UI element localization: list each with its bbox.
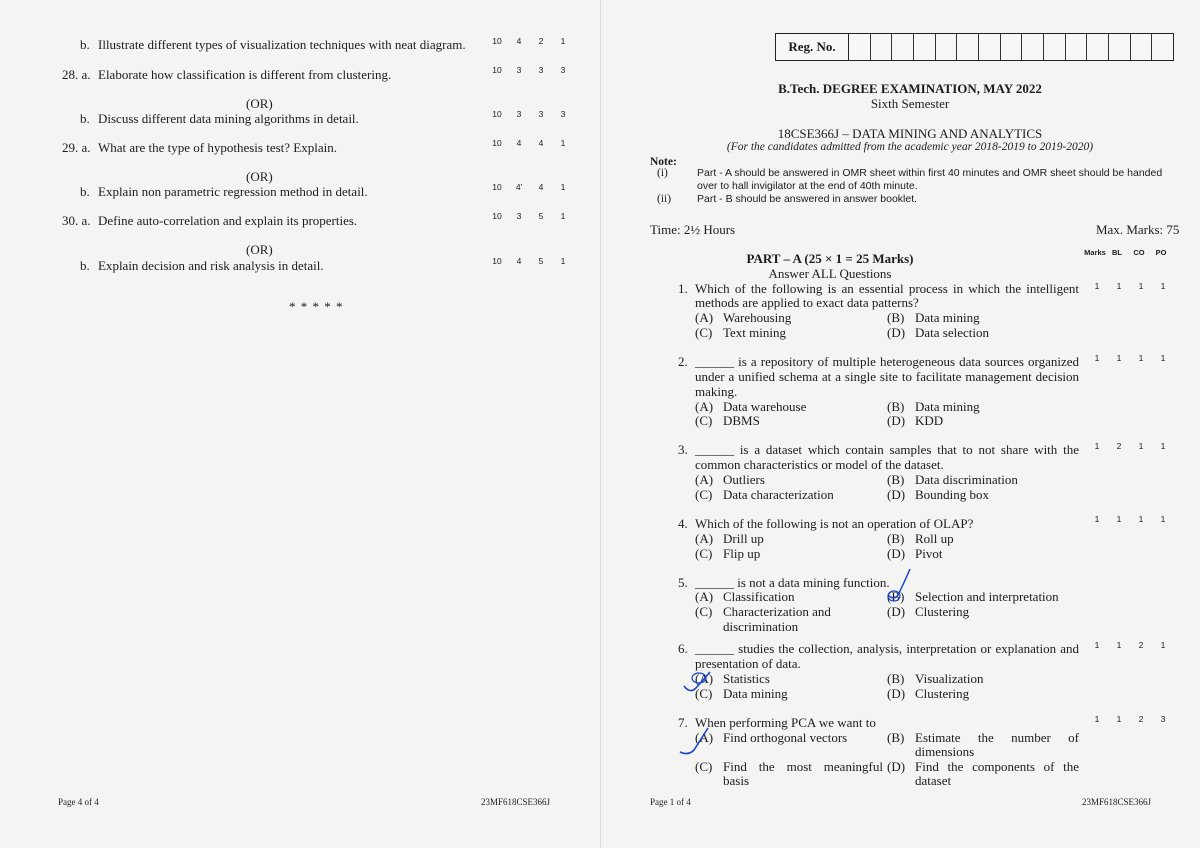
option-letter: (B) <box>887 671 905 686</box>
question-number: 2. <box>678 354 688 369</box>
option-letter: (A) <box>695 589 714 604</box>
option-text: Bounding box <box>915 487 990 502</box>
option-letter: (B) <box>887 310 905 325</box>
question-marks: 1 1 2 3 <box>1094 714 1166 724</box>
question-text: making. <box>695 384 738 399</box>
exam-time: Time: 2½ Hours <box>650 222 736 237</box>
option-letter: (D) <box>887 325 906 340</box>
option-text: Classification <box>723 589 795 604</box>
option-text: Warehousing <box>723 310 792 325</box>
question-text: ______ is a dataset which contain samples that to not share with the <box>695 442 1079 457</box>
question-label: b. <box>80 37 90 52</box>
paper-code: 23MF618CSE366J <box>1082 797 1152 807</box>
handwritten-tick-icon <box>880 565 920 605</box>
note-i-cont: over to hall invigilator at the end of 40th minute. <box>697 180 918 192</box>
note-label: Note: <box>650 156 677 168</box>
option-letter: (A) <box>695 671 714 686</box>
option-text: Data mining <box>915 310 980 325</box>
option-letter: (A) <box>695 730 714 745</box>
option-letter: (B) <box>887 472 905 487</box>
course-title: 18CSE366J – DATA MINING AND ANALYTICS <box>777 126 1043 141</box>
paper-code: 23MF618CSE366J <box>481 797 551 807</box>
page-divider <box>600 0 601 848</box>
question-marks: 1 1 1 1 <box>1094 353 1166 363</box>
part-subtitle: Answer ALL Questions <box>768 266 892 281</box>
part-title: PART – A (25 × 1 = 25 Marks) <box>746 251 914 266</box>
question-text: Which of the following is an essential process in which the intelligent <box>695 281 1079 296</box>
option-text: DBMS <box>723 413 760 428</box>
question-text: under a unified schema at a single site to facilitate management decision <box>695 369 1079 384</box>
question-text: What are the type of hypothesis test? Explain. <box>98 140 337 155</box>
or-label: (OR) <box>246 96 273 111</box>
or-label: (OR) <box>246 242 273 257</box>
question-text: When performing PCA we want to <box>695 715 876 730</box>
question-text: Which of the following is not an operation of OLAP? <box>695 516 974 531</box>
exam-title: B.Tech. DEGREE EXAMINATION, MAY 2022 <box>778 81 1042 96</box>
handwritten-tick-icon <box>680 664 720 704</box>
option-letter: (D) <box>887 604 906 619</box>
option-text: Pivot <box>915 546 943 561</box>
option-text: Data discrimination <box>915 472 1018 487</box>
question-text: ______ studies the collection, analysis, interpretation or explanation and <box>695 641 1079 656</box>
option-text: Data characterization <box>723 487 834 502</box>
question-text: Elaborate how classification is different from clustering. <box>98 67 392 82</box>
question-marks: 10 4 4 1 <box>492 138 566 148</box>
note-ii-text: Part - B should be answered in answer booklet. <box>697 193 918 205</box>
option-letter: (B) <box>887 399 905 414</box>
option-letter: (A) <box>695 310 714 325</box>
option-letter: (B) <box>887 531 905 546</box>
reg-number-box <box>775 33 1174 61</box>
option-letter: (C) <box>695 604 713 619</box>
option-letter: (D) <box>887 546 906 561</box>
option-letter: (C) <box>695 413 713 428</box>
option-letter: (D) <box>887 487 906 502</box>
candidates-note: (For the candidates admitted from the academic year 2018-2019 to 2019-2020) <box>726 141 1094 153</box>
page-number: Page 4 of 4 <box>58 797 99 807</box>
option-text: discrimination <box>723 619 799 634</box>
option-text: Estimate the number of <box>915 730 1079 745</box>
handwritten-tick-icon <box>678 722 718 762</box>
option-text: Flip up <box>723 546 761 561</box>
question-text: Explain decision and risk analysis in detail. <box>98 258 324 273</box>
option-letter: (D) <box>887 759 906 774</box>
question-text: Define auto-correlation and explain its properties. <box>98 213 358 228</box>
option-letter: (C) <box>695 546 713 561</box>
question-text: methods are applied to exact data patterns? <box>695 295 919 310</box>
question-number: 4. <box>678 516 688 531</box>
column-headers: Marks BL CO PO <box>1084 248 1167 257</box>
option-letter: (C) <box>695 686 713 701</box>
question-marks: 1 1 1 1 <box>1094 514 1166 524</box>
question-text: Explain non parametric regression method in detail. <box>98 184 368 199</box>
option-text: Data warehouse <box>723 399 807 414</box>
option-text: Clustering <box>915 604 970 619</box>
question-marks: 1 2 1 1 <box>1094 441 1166 451</box>
option-text: Find orthogonal vectors <box>723 730 848 745</box>
option-text: Roll up <box>915 531 954 546</box>
semester: Sixth Semester <box>870 96 950 111</box>
question-marks: 10 4 2 1 <box>492 36 566 46</box>
option-text: Text mining <box>723 325 787 340</box>
question-marks: 1 1 1 1 <box>1094 281 1166 291</box>
question-marks: 10 4 5 1 <box>492 256 566 266</box>
option-text: Find the most meaningful <box>723 759 883 774</box>
option-text: Selection and interpretation <box>915 589 1059 604</box>
question-label: b. <box>80 111 90 126</box>
option-text: Find the components of the <box>915 759 1079 774</box>
note-i-number: (i) <box>657 167 668 179</box>
option-letter: (B) <box>887 589 905 604</box>
question-text: ______ is not a data mining function. <box>695 575 890 590</box>
option-letter: (C) <box>695 487 713 502</box>
or-label: (OR) <box>246 169 273 184</box>
option-text: Drill up <box>723 531 764 546</box>
end-stars: * * * * * <box>289 299 344 314</box>
question-label: 30. a. <box>62 213 91 228</box>
question-number: 5. <box>678 575 688 590</box>
page-number: Page 1 of 4 <box>650 797 691 807</box>
option-letter: (C) <box>695 759 713 774</box>
question-number: 1. <box>678 281 688 296</box>
question-marks: 10 3 3 3 <box>492 109 566 119</box>
question-label: b. <box>80 184 90 199</box>
note-ii-number: (ii) <box>657 193 672 205</box>
question-label: 28. a. <box>62 67 91 82</box>
reg-number-label: Reg. No. <box>776 34 849 60</box>
option-letter: (A) <box>695 531 714 546</box>
question-marks: 1 1 2 1 <box>1094 640 1166 650</box>
option-text: dataset <box>915 773 952 788</box>
option-text: Data mining <box>915 399 980 414</box>
question-text: Discuss different data mining algorithms in detail. <box>98 111 359 126</box>
question-number: 7. <box>678 715 688 730</box>
option-text: Visualization <box>915 671 984 686</box>
option-text: Data mining <box>723 686 788 701</box>
option-text: Data selection <box>915 325 989 340</box>
option-text: KDD <box>915 413 944 428</box>
option-text: Outliers <box>723 472 765 487</box>
option-letter: (B) <box>887 730 905 745</box>
question-text: common characteristics or model of the dataset. <box>695 457 944 472</box>
option-text: Clustering <box>915 686 970 701</box>
question-number: 6. <box>678 641 688 656</box>
option-letter: (A) <box>695 399 714 414</box>
max-marks: Max. Marks: 75 <box>1096 222 1180 237</box>
option-letter: (D) <box>887 686 906 701</box>
question-text: ______ is a repository of multiple heterogeneous data sources organized <box>695 354 1079 369</box>
question-marks: 10 3 5 1 <box>492 211 566 221</box>
option-letter: (C) <box>695 325 713 340</box>
option-letter: (D) <box>887 413 906 428</box>
question-number: 3. <box>678 442 688 457</box>
option-text: Statistics <box>723 671 770 686</box>
option-letter: (A) <box>695 472 714 487</box>
option-text: Characterization and <box>723 604 831 619</box>
note-i-text: Part - A should be answered in OMR sheet within first 40 minutes and OMR sheet should be handed <box>697 167 1163 179</box>
question-label: 29. a. <box>62 140 91 155</box>
question-marks: 10 4' 4 1 <box>492 182 566 192</box>
question-marks: 10 3 3 3 <box>492 65 566 75</box>
question-text: presentation of data. <box>695 656 801 671</box>
question-label: b. <box>80 258 90 273</box>
option-text: dimensions <box>915 744 975 759</box>
question-text: Illustrate different types of visualization techniques with neat diagram. <box>98 37 466 52</box>
option-text: basis <box>723 773 749 788</box>
